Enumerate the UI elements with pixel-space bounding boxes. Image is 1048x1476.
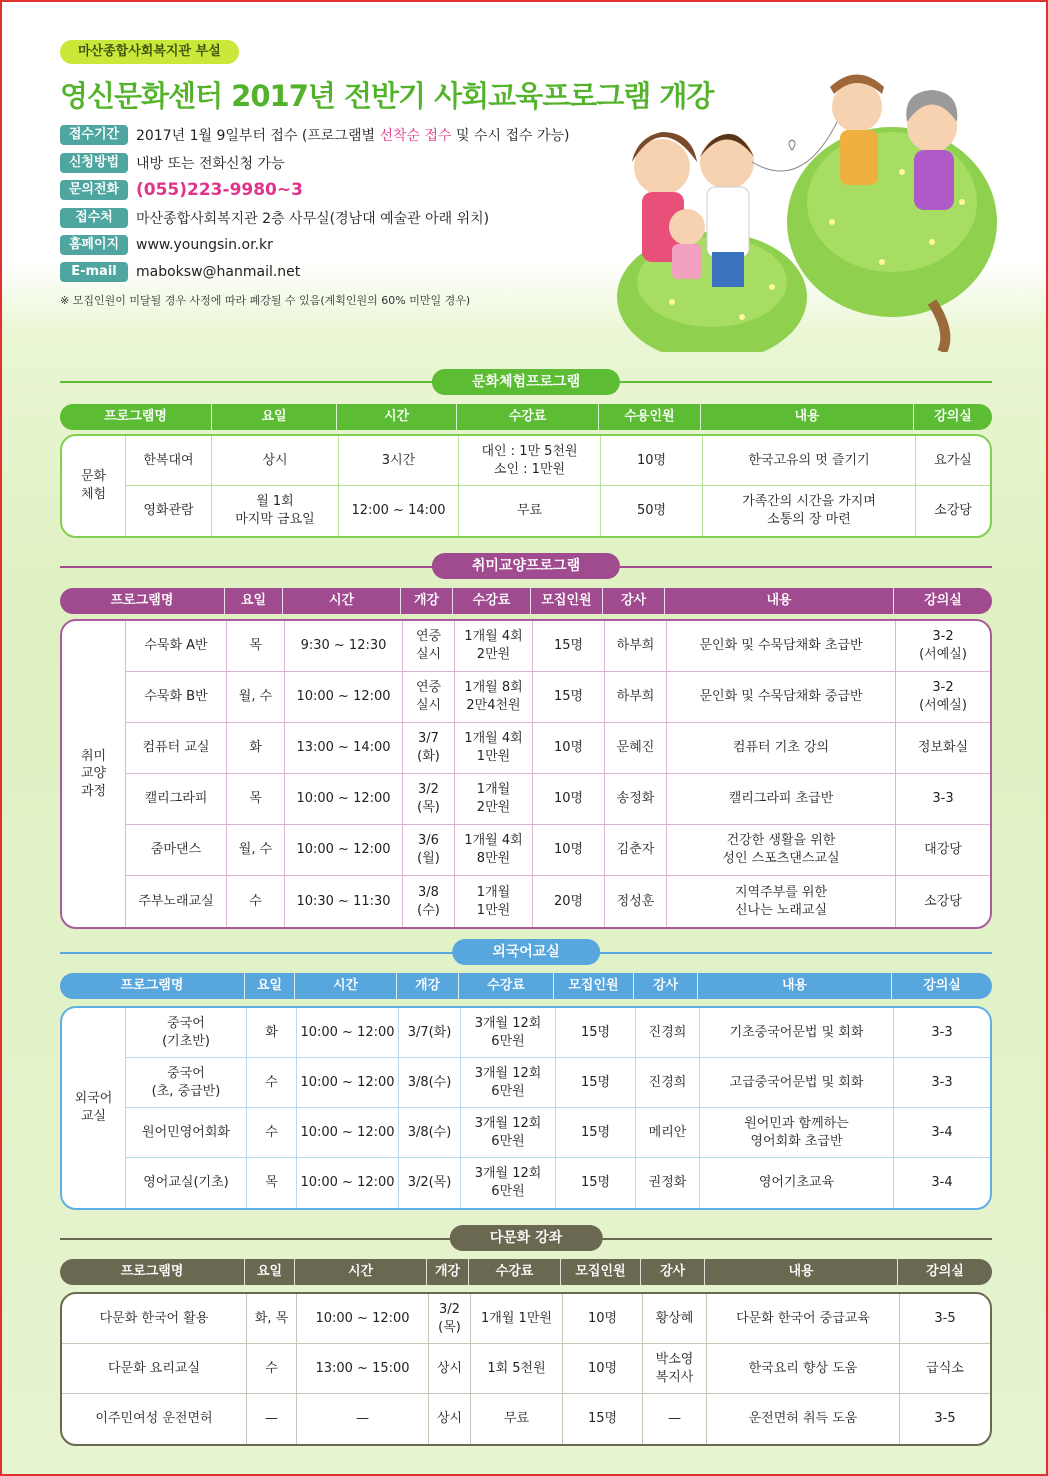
- col-header: 모집인원: [554, 973, 634, 999]
- fee-cell: 3개월 12회 6만원: [461, 1108, 556, 1158]
- content-cell: 문인화 및 수묵담채화 중급반: [667, 672, 896, 723]
- info-row-period: [60, 124, 660, 146]
- open-date-cell: 3/2(목): [399, 1158, 461, 1208]
- open-date-cell: 3/8(수): [399, 1058, 461, 1108]
- day-cell: —: [247, 1394, 297, 1444]
- capacity-cell: 10명: [533, 774, 605, 825]
- day-cell: 월, 수: [227, 672, 285, 723]
- room-cell: 소강당: [934, 503, 972, 519]
- col-header: 개강: [427, 1259, 469, 1285]
- program-name: 중국어 (초, 중급반): [126, 1058, 247, 1108]
- fee-cell: 1회 5천원: [471, 1344, 563, 1394]
- col-header: 시간: [337, 404, 457, 430]
- room-cell: 3-2 (서예실): [896, 621, 990, 672]
- info-value: 내방 또는 전화신청 가능: [136, 156, 285, 172]
- day-cell: 월, 수: [227, 825, 285, 876]
- content-cell: 운전면허 취득 도움: [707, 1394, 900, 1444]
- day-cell: 월 1회 마지막 금요일: [212, 486, 339, 536]
- col-header: 프로그램명: [60, 588, 225, 614]
- content-cell: 원어민과 함께하는 영어회화 초급반: [700, 1108, 894, 1158]
- col-header: 수강료: [453, 588, 531, 614]
- instructor-cell: 진경희: [636, 1008, 700, 1058]
- time-cell: 10:00 ~ 12:00: [297, 1058, 399, 1108]
- phone-number: (055)223-9980~3: [136, 180, 303, 200]
- col-header: 내용: [665, 588, 894, 614]
- capacity-cell: 15명: [563, 1394, 643, 1444]
- category-cell: 취미 교양 과정: [62, 621, 126, 927]
- col-header: 요일: [245, 973, 295, 999]
- capacity-cell: 10명: [563, 1344, 643, 1394]
- capacity-cell: 20명: [533, 876, 605, 927]
- col-header: 수강료: [457, 404, 599, 430]
- fee-cell: 1개월 2만원: [455, 774, 533, 825]
- table-row: [126, 1108, 990, 1158]
- instructor-cell: —: [643, 1394, 707, 1444]
- program-name: 수묵화 B반: [126, 672, 227, 723]
- capacity-cell: 10명: [533, 825, 605, 876]
- content-cell: 컴퓨터 기초 강의: [667, 723, 896, 774]
- fee-cell: 무료: [459, 486, 601, 536]
- content-cell: 지역주부를 위한 신나는 노래교실: [667, 876, 896, 927]
- info-label: 접수처: [60, 208, 128, 228]
- content-cell: 다문화 한국어 중급교육: [707, 1294, 900, 1344]
- table-row: [126, 723, 990, 774]
- info-value: 2017년 1월 9일부터 접수 (프로그램별 선착순 접수 및 수시 접수 가능): [136, 128, 570, 144]
- family-illustration: [602, 32, 1022, 352]
- program-name: 다문화 요리교실: [62, 1344, 247, 1394]
- day-cell: 수: [247, 1108, 297, 1158]
- room-cell: 3-3: [896, 774, 990, 825]
- info-label: 홈페이지: [60, 235, 128, 255]
- org-badge: 마산종합사회복지관 부설: [60, 40, 239, 64]
- capacity-cell: 15명: [556, 1158, 636, 1208]
- day-cell: 목: [227, 774, 285, 825]
- time-cell: 3시간: [339, 436, 459, 486]
- col-header: 시간: [283, 588, 401, 614]
- room-cell: 3-3: [894, 1058, 990, 1108]
- table-row: [126, 672, 990, 723]
- col-header: 내용: [705, 1259, 898, 1285]
- col-header: 강사: [603, 588, 665, 614]
- time-cell: 13:00 ~ 15:00: [297, 1344, 429, 1394]
- table-header: [60, 1259, 992, 1285]
- col-header: 강사: [641, 1259, 705, 1285]
- info-value: 마산종합사회복지관 2층 사무실(경남대 예술관 아래 위치): [136, 211, 490, 227]
- fee-cell: 3개월 12회 6만원: [461, 1008, 556, 1058]
- open-date-cell: 3/7(화): [399, 1008, 461, 1058]
- homepage-link[interactable]: www.youngsin.or.kr: [136, 237, 273, 253]
- day-cell: 화, 목: [247, 1294, 297, 1344]
- content-cell: 영어기초교육: [700, 1158, 894, 1208]
- content-cell: 건강한 생활을 위한 성인 스포츠댄스교실: [667, 825, 896, 876]
- info-row-email: [60, 261, 660, 283]
- fee-cell: 3개월 12회 6만원: [461, 1058, 556, 1108]
- instructor-cell: 권정화: [636, 1158, 700, 1208]
- info-row-method: [60, 152, 660, 174]
- instructor-cell: 김춘자: [605, 825, 667, 876]
- category-cell: 외국어 교실: [62, 1008, 126, 1208]
- open-date-cell: 3/7 (화): [403, 723, 455, 774]
- day-cell: 화: [247, 1008, 297, 1058]
- room-cell: 3-4: [931, 1175, 953, 1191]
- open-date-cell: 3/8(수): [399, 1108, 461, 1158]
- col-header: 프로그램명: [60, 404, 212, 430]
- col-header: 모집인원: [561, 1259, 641, 1285]
- day-cell: 화: [227, 723, 285, 774]
- col-header: 수용인원: [599, 404, 701, 430]
- program-name: 다문화 한국어 활용: [62, 1294, 247, 1344]
- fee-cell: 1개월 8회 2만4천원: [455, 672, 533, 723]
- col-header: 요일: [212, 404, 337, 430]
- email-link[interactable]: maboksw@hanmail.net: [136, 264, 301, 280]
- table-row: [126, 1058, 990, 1108]
- table-row: [126, 825, 990, 876]
- hobby-table: [60, 619, 992, 929]
- col-header: 강의실: [924, 593, 962, 608]
- time-cell: 10:00 ~ 12:00: [285, 774, 403, 825]
- capacity-cell: 10명: [533, 723, 605, 774]
- program-name: 줌마댄스: [126, 825, 227, 876]
- room-cell: 요가실: [916, 436, 990, 486]
- info-label: 문의전화: [60, 180, 128, 200]
- col-header: 개강: [397, 973, 459, 999]
- table-row: [126, 486, 990, 536]
- open-date-cell: 3/8 (수): [403, 876, 455, 927]
- instructor-cell: 황상혜: [643, 1294, 707, 1344]
- table-header: [60, 973, 992, 999]
- instructor-cell: 진경희: [636, 1058, 700, 1108]
- room-cell: 3-5: [900, 1294, 990, 1344]
- fee-cell: 1개월 1만원: [471, 1294, 563, 1344]
- col-header: 프로그램명: [60, 973, 245, 999]
- table-row: [126, 621, 990, 672]
- room-cell: 3-5: [934, 1411, 956, 1427]
- capacity-cell: 15명: [533, 672, 605, 723]
- time-cell: 10:00 ~ 12:00: [285, 672, 403, 723]
- col-header: 시간: [295, 973, 397, 999]
- section-title: 외국어교실: [452, 939, 600, 965]
- info-row-homepage: [60, 234, 660, 256]
- content-cell: 한국요리 향상 도움: [707, 1344, 900, 1394]
- col-header: 강의실: [934, 409, 972, 424]
- open-date-cell: 상시: [429, 1344, 471, 1394]
- program-name: 주부노래교실: [126, 876, 227, 927]
- info-row-place: [60, 207, 660, 229]
- fee-cell: 1개월 4회 2만원: [455, 621, 533, 672]
- time-cell: 10:00 ~ 12:00: [297, 1008, 399, 1058]
- time-cell: 9:30 ~ 12:30: [285, 621, 403, 672]
- content-cell: 가족간의 시간을 가지며 소통의 장 마련: [703, 486, 916, 536]
- time-cell: 10:00 ~ 12:00: [297, 1294, 429, 1344]
- instructor-cell: 하부희: [605, 621, 667, 672]
- category-cell: 문화 체험: [62, 436, 126, 536]
- open-date-cell: 상시: [429, 1394, 471, 1444]
- info-label: 접수기간: [60, 125, 128, 145]
- instructor-cell: 문혜진: [605, 723, 667, 774]
- open-date-cell: 3/6 (월): [403, 825, 455, 876]
- open-date-cell: 연중 실시: [403, 672, 455, 723]
- program-name: 캘리그라피: [126, 774, 227, 825]
- content-cell: 한국고유의 멋 즐기기: [703, 436, 916, 486]
- day-cell: 수: [247, 1344, 297, 1394]
- col-header: 프로그램명: [60, 1259, 245, 1285]
- open-date-cell: 연중 실시: [403, 621, 455, 672]
- fee-cell: 1개월 4회 1만원: [455, 723, 533, 774]
- col-header: 수강료: [469, 1259, 561, 1285]
- fee-cell: 1개월 4회 8만원: [455, 825, 533, 876]
- room-cell: 3-3: [894, 1008, 990, 1058]
- table-row: [126, 436, 990, 486]
- capacity-cell: 15명: [533, 621, 605, 672]
- program-name: 이주민여성 운전면허: [62, 1394, 247, 1444]
- col-header: 요일: [245, 1259, 295, 1285]
- capacity-cell: 10명: [601, 436, 703, 486]
- instructor-cell: 박소영 복지사: [643, 1344, 707, 1394]
- col-header: 모집인원: [531, 588, 603, 614]
- info-label: 신청방법: [60, 153, 128, 173]
- table-header: [60, 588, 992, 614]
- room-cell: 급식소: [900, 1344, 990, 1394]
- program-name: 수묵화 A반: [126, 621, 227, 672]
- room-cell: 대강당: [896, 825, 990, 876]
- capacity-cell: 15명: [556, 1008, 636, 1058]
- day-cell: 목: [247, 1158, 297, 1208]
- multicultural-table: [60, 1292, 992, 1446]
- content-cell: 기초중국어문법 및 회화: [700, 1008, 894, 1058]
- info-row-phone: [60, 179, 660, 201]
- room-cell: 정보화실: [896, 723, 990, 774]
- info-label: E-mail: [60, 262, 128, 282]
- section-title: 취미교양프로그램: [432, 553, 620, 579]
- foreign-table: [60, 1006, 992, 1210]
- program-name: 원어민영어회화: [126, 1108, 247, 1158]
- fee-cell: 1개월 1만원: [455, 876, 533, 927]
- notice-text: ※ 모집인원이 미달될 경우 사정에 따라 폐강될 수 있음(계획인원의 60% 미만일 경우): [60, 294, 471, 307]
- room-cell: 3-4: [894, 1108, 990, 1158]
- program-name: 영어교실(기초): [126, 1158, 247, 1208]
- program-name: 한복대여: [126, 436, 212, 486]
- instructor-cell: 정성훈: [605, 876, 667, 927]
- day-cell: 수: [247, 1058, 297, 1108]
- fee-cell: 대인 : 1만 5천원 소인 : 1만원: [459, 436, 601, 486]
- col-header: 강의실: [926, 1264, 964, 1279]
- col-header: 요일: [225, 588, 283, 614]
- time-cell: 10:00 ~ 12:00: [285, 825, 403, 876]
- time-cell: 10:00 ~ 12:00: [297, 1158, 399, 1208]
- day-cell: 상시: [212, 436, 339, 486]
- table-row: [62, 1344, 990, 1394]
- table-row: [126, 774, 990, 825]
- col-header: 강의실: [923, 978, 961, 993]
- fee-cell: 무료: [471, 1394, 563, 1444]
- capacity-cell: 50명: [601, 486, 703, 536]
- open-date-cell: 3/2 (목): [429, 1294, 471, 1344]
- capacity-cell: 15명: [556, 1058, 636, 1108]
- col-header: 내용: [701, 404, 914, 430]
- col-header: 개강: [401, 588, 453, 614]
- open-date-cell: 3/2 (목): [403, 774, 455, 825]
- section-title: 다문화 강좌: [450, 1225, 603, 1251]
- content-cell: 문인화 및 수묵담채화 초급반: [667, 621, 896, 672]
- time-cell: 10:00 ~ 12:00: [297, 1108, 399, 1158]
- fee-cell: 3개월 12회 6만원: [461, 1158, 556, 1208]
- instructor-cell: 메리안: [636, 1108, 700, 1158]
- time-cell: 10:30 ~ 11:30: [285, 876, 403, 927]
- program-name: 영화관람: [126, 486, 212, 536]
- room-cell: 3-2 (서예실): [896, 672, 990, 723]
- table-header: [60, 404, 992, 430]
- time-cell: 12:00 ~ 14:00: [339, 486, 459, 536]
- section-title: 문화체험프로그램: [432, 369, 620, 395]
- table-row: [62, 1294, 990, 1344]
- content-cell: 고급중국어문법 및 회화: [700, 1058, 894, 1108]
- instructor-cell: 송정화: [605, 774, 667, 825]
- col-header: 시간: [295, 1259, 427, 1285]
- capacity-cell: 15명: [556, 1108, 636, 1158]
- table-row: [126, 1008, 990, 1058]
- capacity-cell: 10명: [563, 1294, 643, 1344]
- content-cell: 캘리그라피 초급반: [667, 774, 896, 825]
- time-cell: 13:00 ~ 14:00: [285, 723, 403, 774]
- col-header: 내용: [698, 973, 892, 999]
- program-name: 컴퓨터 교실: [126, 723, 227, 774]
- instructor-cell: 하부희: [605, 672, 667, 723]
- day-cell: 수: [227, 876, 285, 927]
- table-row: [126, 876, 990, 927]
- day-cell: 목: [227, 621, 285, 672]
- program-name: 중국어 (기초반): [126, 1008, 247, 1058]
- col-header: 수강료: [459, 973, 554, 999]
- table-row: [126, 1158, 990, 1208]
- table-row: [62, 1394, 990, 1444]
- culture-table: [60, 434, 992, 538]
- room-cell: 소강당: [924, 893, 962, 909]
- page-title: 영신문화센터 2017년 전반기 사회교육프로그램 개강: [60, 79, 714, 113]
- col-header: 강사: [634, 973, 698, 999]
- time-cell: —: [297, 1394, 429, 1444]
